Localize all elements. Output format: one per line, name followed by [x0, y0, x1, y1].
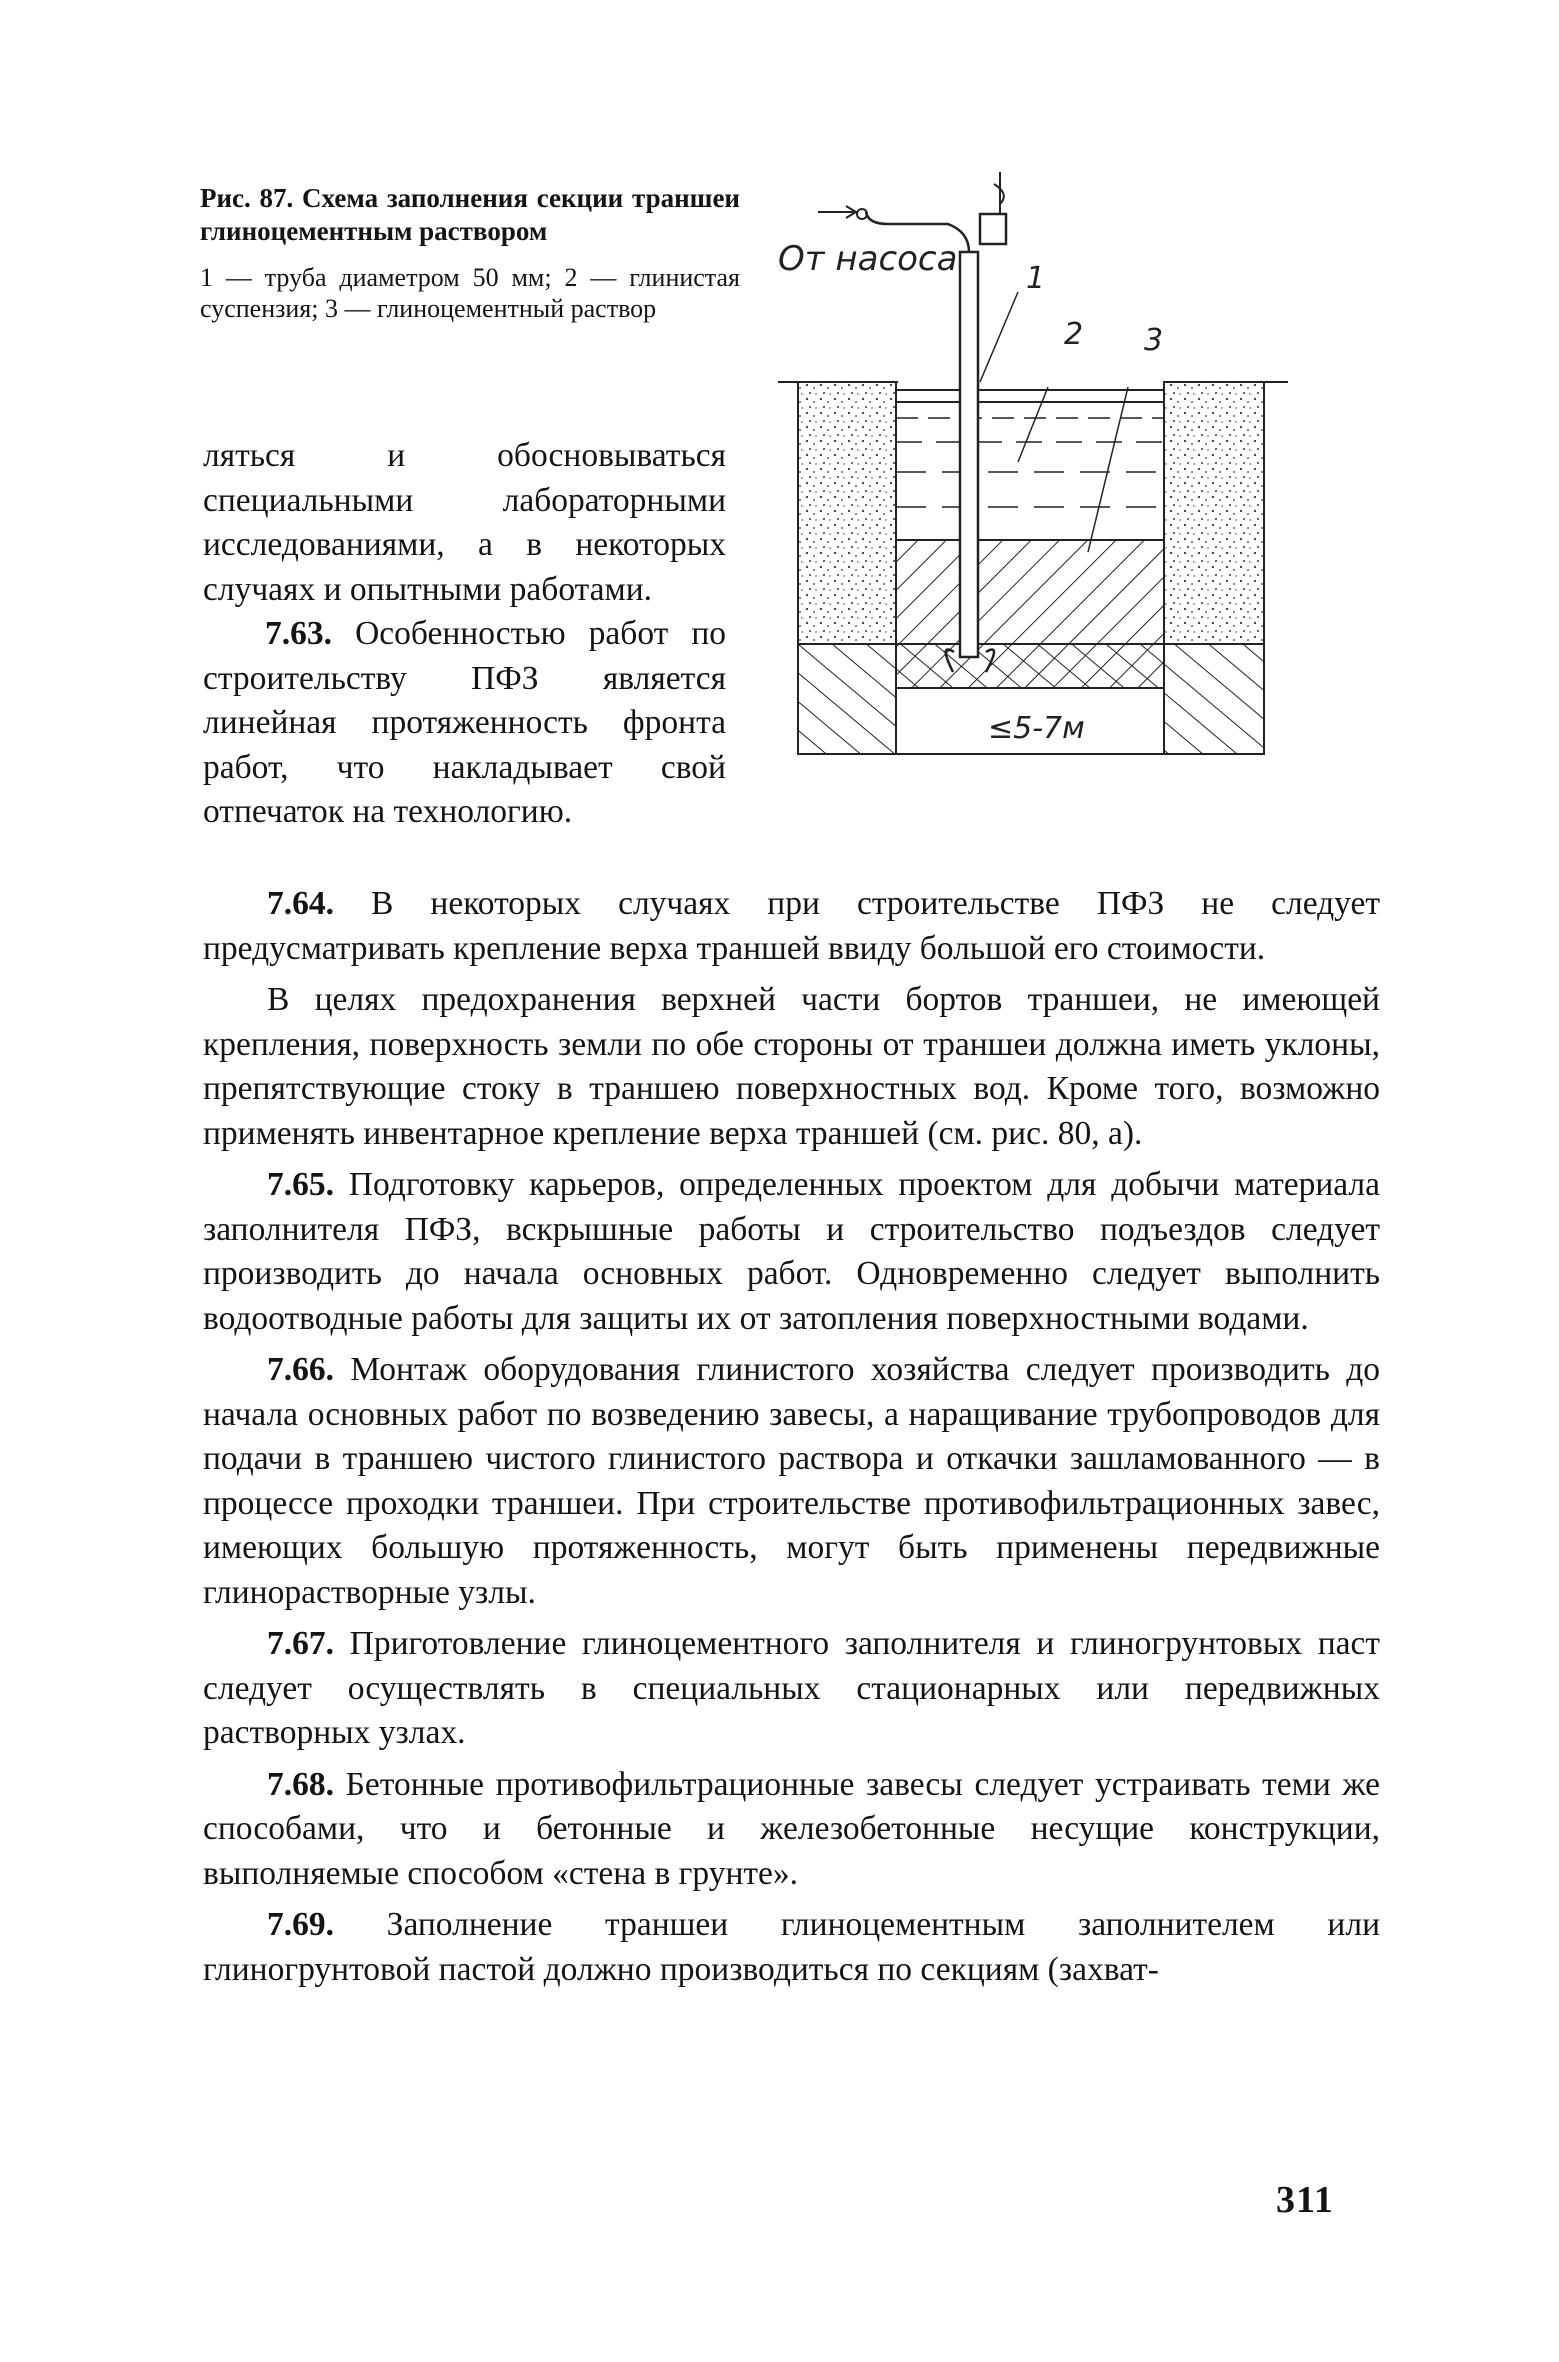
paragraph-number: 7.66. [267, 1351, 334, 1388]
paragraph-text: В некоторых случаях при строительстве ПФЗ не следует предусматривать крепление верха траншей ввиду большой его стоимости. [203, 885, 1380, 967]
paragraph [203, 1763, 1380, 1897]
paragraph [203, 1903, 1380, 1992]
paragraph-number: 7.63. [265, 615, 332, 652]
paragraph [203, 434, 726, 612]
paragraph [203, 1622, 1380, 1756]
paragraph-text: Приготовление глиноцементного заполнителя и глиногрунтовых паст следует осуществлять в специальных стационарных или передвижных растворных узлах. [203, 1625, 1381, 1751]
paragraph-text: В целях предохранения верхней части бортов траншеи, не имеющей крепления, поверхность земли по обе стороны от траншеи должна иметь уклоны, препятствующие стоку в траншею поверхностных вод. Кроме того, возможно применять инвентарное крепление верха траншей (см. рис. 80, а). [203, 981, 1380, 1152]
paragraph-text: ляться и обосновываться специальными лабораторными исследованиями, а в некоторых случаях и опытными работами. [203, 437, 726, 608]
figure-legend: 1 — труба диаметром 50 мм; 2 — глинистая суспензия; 3 — глиноцементный раствор [200, 263, 740, 323]
pipe [960, 252, 978, 657]
main-text [203, 882, 1380, 1999]
figure-caption-title: Рис. 87. Схема заполнения секции траншеи глиноцементным раствором [200, 183, 740, 246]
page-number: 311 [1276, 2179, 1334, 2221]
paragraph-text: Заполнение траншеи глиноцементным заполнителем или глиногрунтовой пастой должно производиться по секциям (захват- [203, 1906, 1380, 1988]
label-1: 1 [1026, 261, 1046, 296]
paragraph-text: Особенностью работ по строительству ПФЗ является линейная протяженность фронта работ, что накладывает свой отпечаток на технологию. [203, 615, 727, 830]
paragraph-number: 7.69. [267, 1906, 334, 1943]
paragraph-text: Монтаж оборудования глинистого хозяйства следует производить до начала основных работ по возведению завесы, а наращивание трубопроводов для подачи в траншею чистого глинистого раствора и откачки зашламованного — в процессе проходки траншеи. При строительстве противофильтрационных завес, имеющих большую протяженность, могут быть применены передвижные глинорастворные узлы. [203, 1351, 1381, 1611]
paragraph-text: Бетонные противофильтрационные завесы следует устраивать теми же способами, что и бетонные и железобетонные несущие конструкции, выполняемые способом «стена в грунте». [203, 1765, 1381, 1892]
clay-suspension [896, 390, 1164, 540]
paragraph [203, 1348, 1380, 1615]
label-2: 2 [1064, 317, 1084, 352]
clay-cement-grout [896, 540, 1164, 688]
trench-diagram [748, 172, 1338, 822]
label-3: 3 [1144, 323, 1164, 358]
paragraph-number: 7.67. [267, 1625, 334, 1662]
paragraph [203, 612, 726, 835]
figure-caption [200, 182, 740, 324]
paragraph [203, 1163, 1380, 1341]
paragraph [203, 882, 1380, 971]
soil-left [798, 382, 896, 644]
paragraph-text: Подготовку карьеров, определенных проектом для добычи материала заполнителя ПФЗ, вскрышные работы и строительство подъездов следует производить до начала основных работ. Одновременно следует выполнить водоотводные работы для защиты их от затопления поверхностными водами. [203, 1166, 1381, 1337]
paragraph-number: 7.68. [267, 1765, 334, 1803]
label-from-pump: От насоса [778, 239, 958, 279]
paragraph-number: 7.65. [267, 1166, 334, 1203]
paragraph-number: 7.64. [267, 885, 334, 922]
soil-right [1164, 382, 1264, 644]
dimension-label: ≤5-7м [988, 711, 1085, 746]
wrapped-text-column [203, 434, 726, 835]
paragraph [203, 978, 1380, 1156]
